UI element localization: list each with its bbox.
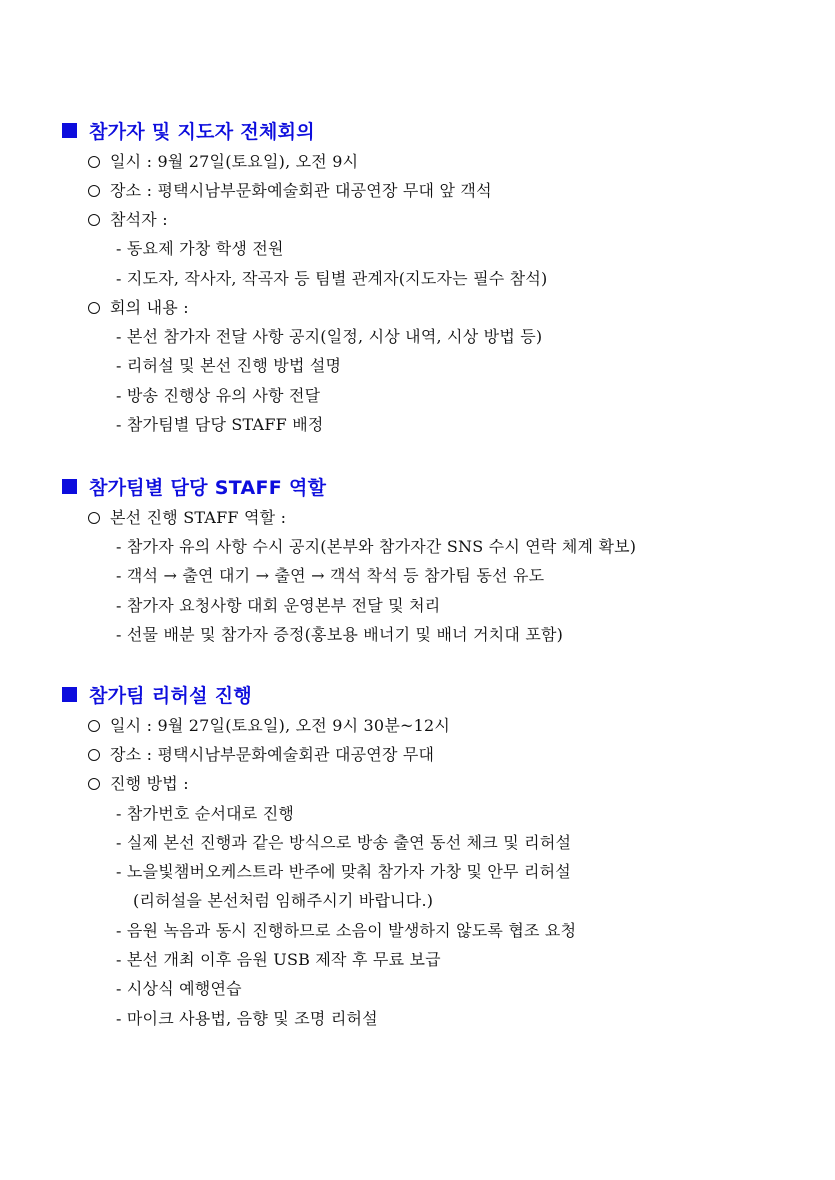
circle-bullet-icon xyxy=(88,185,100,197)
list-item xyxy=(88,742,434,768)
section-heading xyxy=(62,472,326,500)
sub-list-item: - 시상식 예행연습 xyxy=(116,979,242,998)
section-heading xyxy=(62,116,315,144)
section-title: 참가자 및 지도자 전체회의 xyxy=(89,120,315,143)
circle-bullet-icon xyxy=(88,302,100,314)
square-bullet-icon xyxy=(62,687,77,702)
list-item-text: 일시 : 9월 27일(토요일), 오전 9시 xyxy=(110,152,359,171)
list-item-text: 장소 : 평택시남부문화예술회관 대공연장 무대 xyxy=(110,745,435,764)
sub-list-item: - 선물 배분 및 참가자 증정(홍보용 배너기 및 배너 거치대 포함) xyxy=(116,625,564,644)
circle-bullet-icon xyxy=(88,214,100,226)
sub-list-item: - 동요제 가창 학생 전원 xyxy=(116,239,284,258)
list-item-text: 장소 : 평택시남부문화예술회관 대공연장 무대 앞 객석 xyxy=(110,181,492,200)
circle-bullet-icon xyxy=(88,749,100,761)
sub-list-item: - 노을빛챔버오케스트라 반주에 맞춰 참가자 가창 및 안무 리허설 xyxy=(116,862,571,881)
sub-list-item: - 방송 진행상 유의 사항 전달 xyxy=(116,386,321,405)
list-item-text: 참석자 : xyxy=(110,210,168,229)
circle-bullet-icon xyxy=(88,512,100,524)
sub-list-item: - 본선 개최 이후 음원 USB 제작 후 무료 보급 xyxy=(116,950,441,969)
list-item xyxy=(88,505,286,531)
list-item xyxy=(88,713,450,739)
sub-list-item: - 참가팀별 담당 STAFF 배정 xyxy=(116,415,324,434)
circle-bullet-icon xyxy=(88,156,100,168)
square-bullet-icon xyxy=(62,123,77,138)
list-item xyxy=(88,207,168,233)
circle-bullet-icon xyxy=(88,720,100,732)
list-item xyxy=(88,178,492,204)
list-item xyxy=(88,771,189,797)
sub-list-item: - 실제 본선 진행과 같은 방식으로 방송 출연 동선 체크 및 리허설 xyxy=(116,833,572,852)
square-bullet-icon xyxy=(62,479,77,494)
sub-list-item: - 참가자 유의 사항 수시 공지(본부와 참가자간 SNS 수시 연락 체계 확보) xyxy=(116,537,637,556)
list-item-text: 회의 내용 : xyxy=(110,298,189,317)
section-title: 참가팀 리허설 진행 xyxy=(89,684,253,707)
sub-list-item: - 마이크 사용법, 음향 및 조명 리허설 xyxy=(116,1009,378,1028)
sub-list-item: - 객석 → 출연 대기 → 출연 → 객석 착석 등 참가팀 동선 유도 xyxy=(116,566,545,585)
sub-list-item: - 지도자, 작사자, 작곡자 등 팀별 관계자(지도자는 필수 참석) xyxy=(116,269,548,288)
sub-list-item: - 리허설 및 본선 진행 방법 설명 xyxy=(116,356,342,375)
sub-list-item: - 참가번호 순서대로 진행 xyxy=(116,804,295,823)
list-item xyxy=(88,149,358,175)
sub-list-item: - 참가자 요청사항 대회 운영본부 전달 및 처리 xyxy=(116,596,441,615)
sub-list-item: - 본선 참가자 전달 사항 공지(일정, 시상 내역, 시상 방법 등) xyxy=(116,327,543,346)
section-title: 참가팀별 담당 STAFF 역할 xyxy=(89,476,327,499)
circle-bullet-icon xyxy=(88,778,100,790)
section-heading xyxy=(62,680,252,708)
sub-list-item-continuation: (리허설을 본선처럼 임해주시기 바랍니다.) xyxy=(133,891,434,910)
sub-list-item: - 음원 녹음과 동시 진행하므로 소음이 발생하지 않도록 협조 요청 xyxy=(116,921,577,940)
list-item-text: 일시 : 9월 27일(토요일), 오전 9시 30분~12시 xyxy=(110,716,450,735)
list-item-text: 본선 진행 STAFF 역할 : xyxy=(110,508,287,527)
list-item-text: 진행 방법 : xyxy=(110,774,189,793)
list-item xyxy=(88,295,189,321)
